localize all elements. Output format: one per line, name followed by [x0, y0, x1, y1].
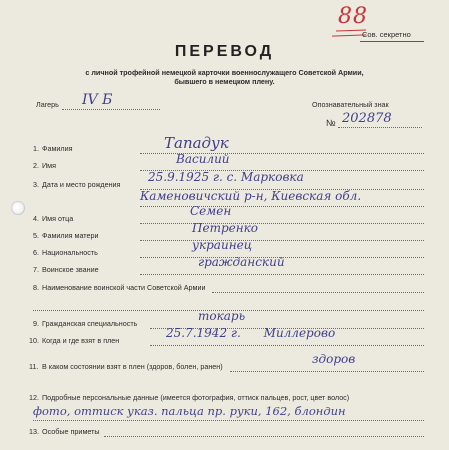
stamp-underline-2 — [332, 34, 366, 36]
field-1-value: Тападук — [164, 134, 229, 152]
camp-label: Лагерь — [36, 100, 59, 109]
classification-underline — [360, 41, 424, 42]
field-12-value: фото, оттиск указ. пальца пр. руки, 162, блондин — [33, 404, 346, 418]
field-11-line — [230, 371, 424, 372]
subtitle-line-1: с личной трофейной немецкой карточки военнослужащего Советской Армии, — [85, 68, 364, 77]
field-6-num: 6. — [33, 248, 39, 257]
field-6-label: Национальность — [42, 248, 98, 257]
field-7-value: гражданский — [198, 255, 285, 269]
field-3-label: Дата и место рождения — [42, 180, 121, 189]
field-3-value-2: Каменовичский р-н, Киевская обл. — [140, 189, 362, 203]
field-1-num: 1. — [33, 144, 39, 153]
field-12-line — [33, 420, 424, 421]
field-5-label: Фамилия матери — [42, 231, 99, 240]
ident-label: Опознавательный знак — [312, 100, 389, 109]
field-10-line — [150, 345, 424, 346]
field-9-value: токарь — [198, 309, 246, 323]
field-13-line — [104, 436, 424, 437]
field-5-line — [140, 240, 424, 241]
field-12-label: Подробные персональные данные (имеется фотография, оттиск пальцев, рост, цвет волос) — [42, 393, 350, 402]
field-7-label: Воинское звание — [42, 265, 99, 274]
field-9-label: Гражданская специальность — [42, 319, 138, 328]
field-3-num: 3. — [33, 180, 39, 189]
ident-value: 202878 — [342, 111, 392, 126]
field-4-line — [140, 223, 424, 224]
page-title: ПЕРЕВОД — [174, 43, 275, 60]
field-9-num: 9. — [33, 319, 39, 328]
field-8-line — [212, 292, 424, 293]
ident-line — [338, 127, 422, 128]
field-4-value: Семен — [190, 204, 232, 218]
field-2-label: Имя — [42, 161, 56, 170]
field-13-label: Особые приметы — [42, 427, 100, 436]
field-11-num: 11. — [29, 362, 39, 371]
field-2-value: Василий — [176, 152, 230, 166]
field-4-num: 4. — [33, 214, 39, 223]
field-11-label: В каком состоянии взят в плен (здоров, болен, ранен) — [42, 362, 223, 371]
ident-prefix: № — [326, 118, 336, 128]
field-10-num: 10. — [29, 336, 39, 345]
field-2-num: 2. — [33, 161, 39, 170]
field-8-label: Наименование воинской части Советской Армии — [42, 283, 206, 292]
stamp-number: 88 — [338, 4, 368, 29]
field-12-num: 12. — [29, 393, 39, 402]
field-1-label: Фамилия — [42, 144, 73, 153]
field-3-line-2 — [140, 206, 424, 207]
field-5-num: 5. — [33, 231, 39, 240]
field-6-value: украинец — [192, 238, 253, 252]
field-3-value: 25.9.1925 г. с. Марковка — [148, 170, 304, 184]
field-10-label: Когда и где взят в плен — [42, 336, 120, 345]
field-4-label: Имя отца — [42, 214, 74, 223]
field-10-value: 25.7.1942 г. Миллерово — [166, 326, 336, 340]
field-7-line — [140, 274, 424, 275]
subtitle-line-2: бывшего в немецком плену. — [174, 77, 275, 86]
camp-line — [62, 109, 160, 110]
classification-label: Сов. секретно — [362, 30, 411, 39]
field-5-value: Петренко — [192, 221, 259, 235]
field-8-num: 8. — [33, 283, 39, 292]
field-7-num: 7. — [33, 265, 39, 274]
field-13-num: 13. — [29, 427, 39, 436]
punch-hole — [11, 201, 25, 215]
camp-value: IV Б — [82, 92, 113, 108]
field-11-value: здоров — [312, 352, 356, 366]
